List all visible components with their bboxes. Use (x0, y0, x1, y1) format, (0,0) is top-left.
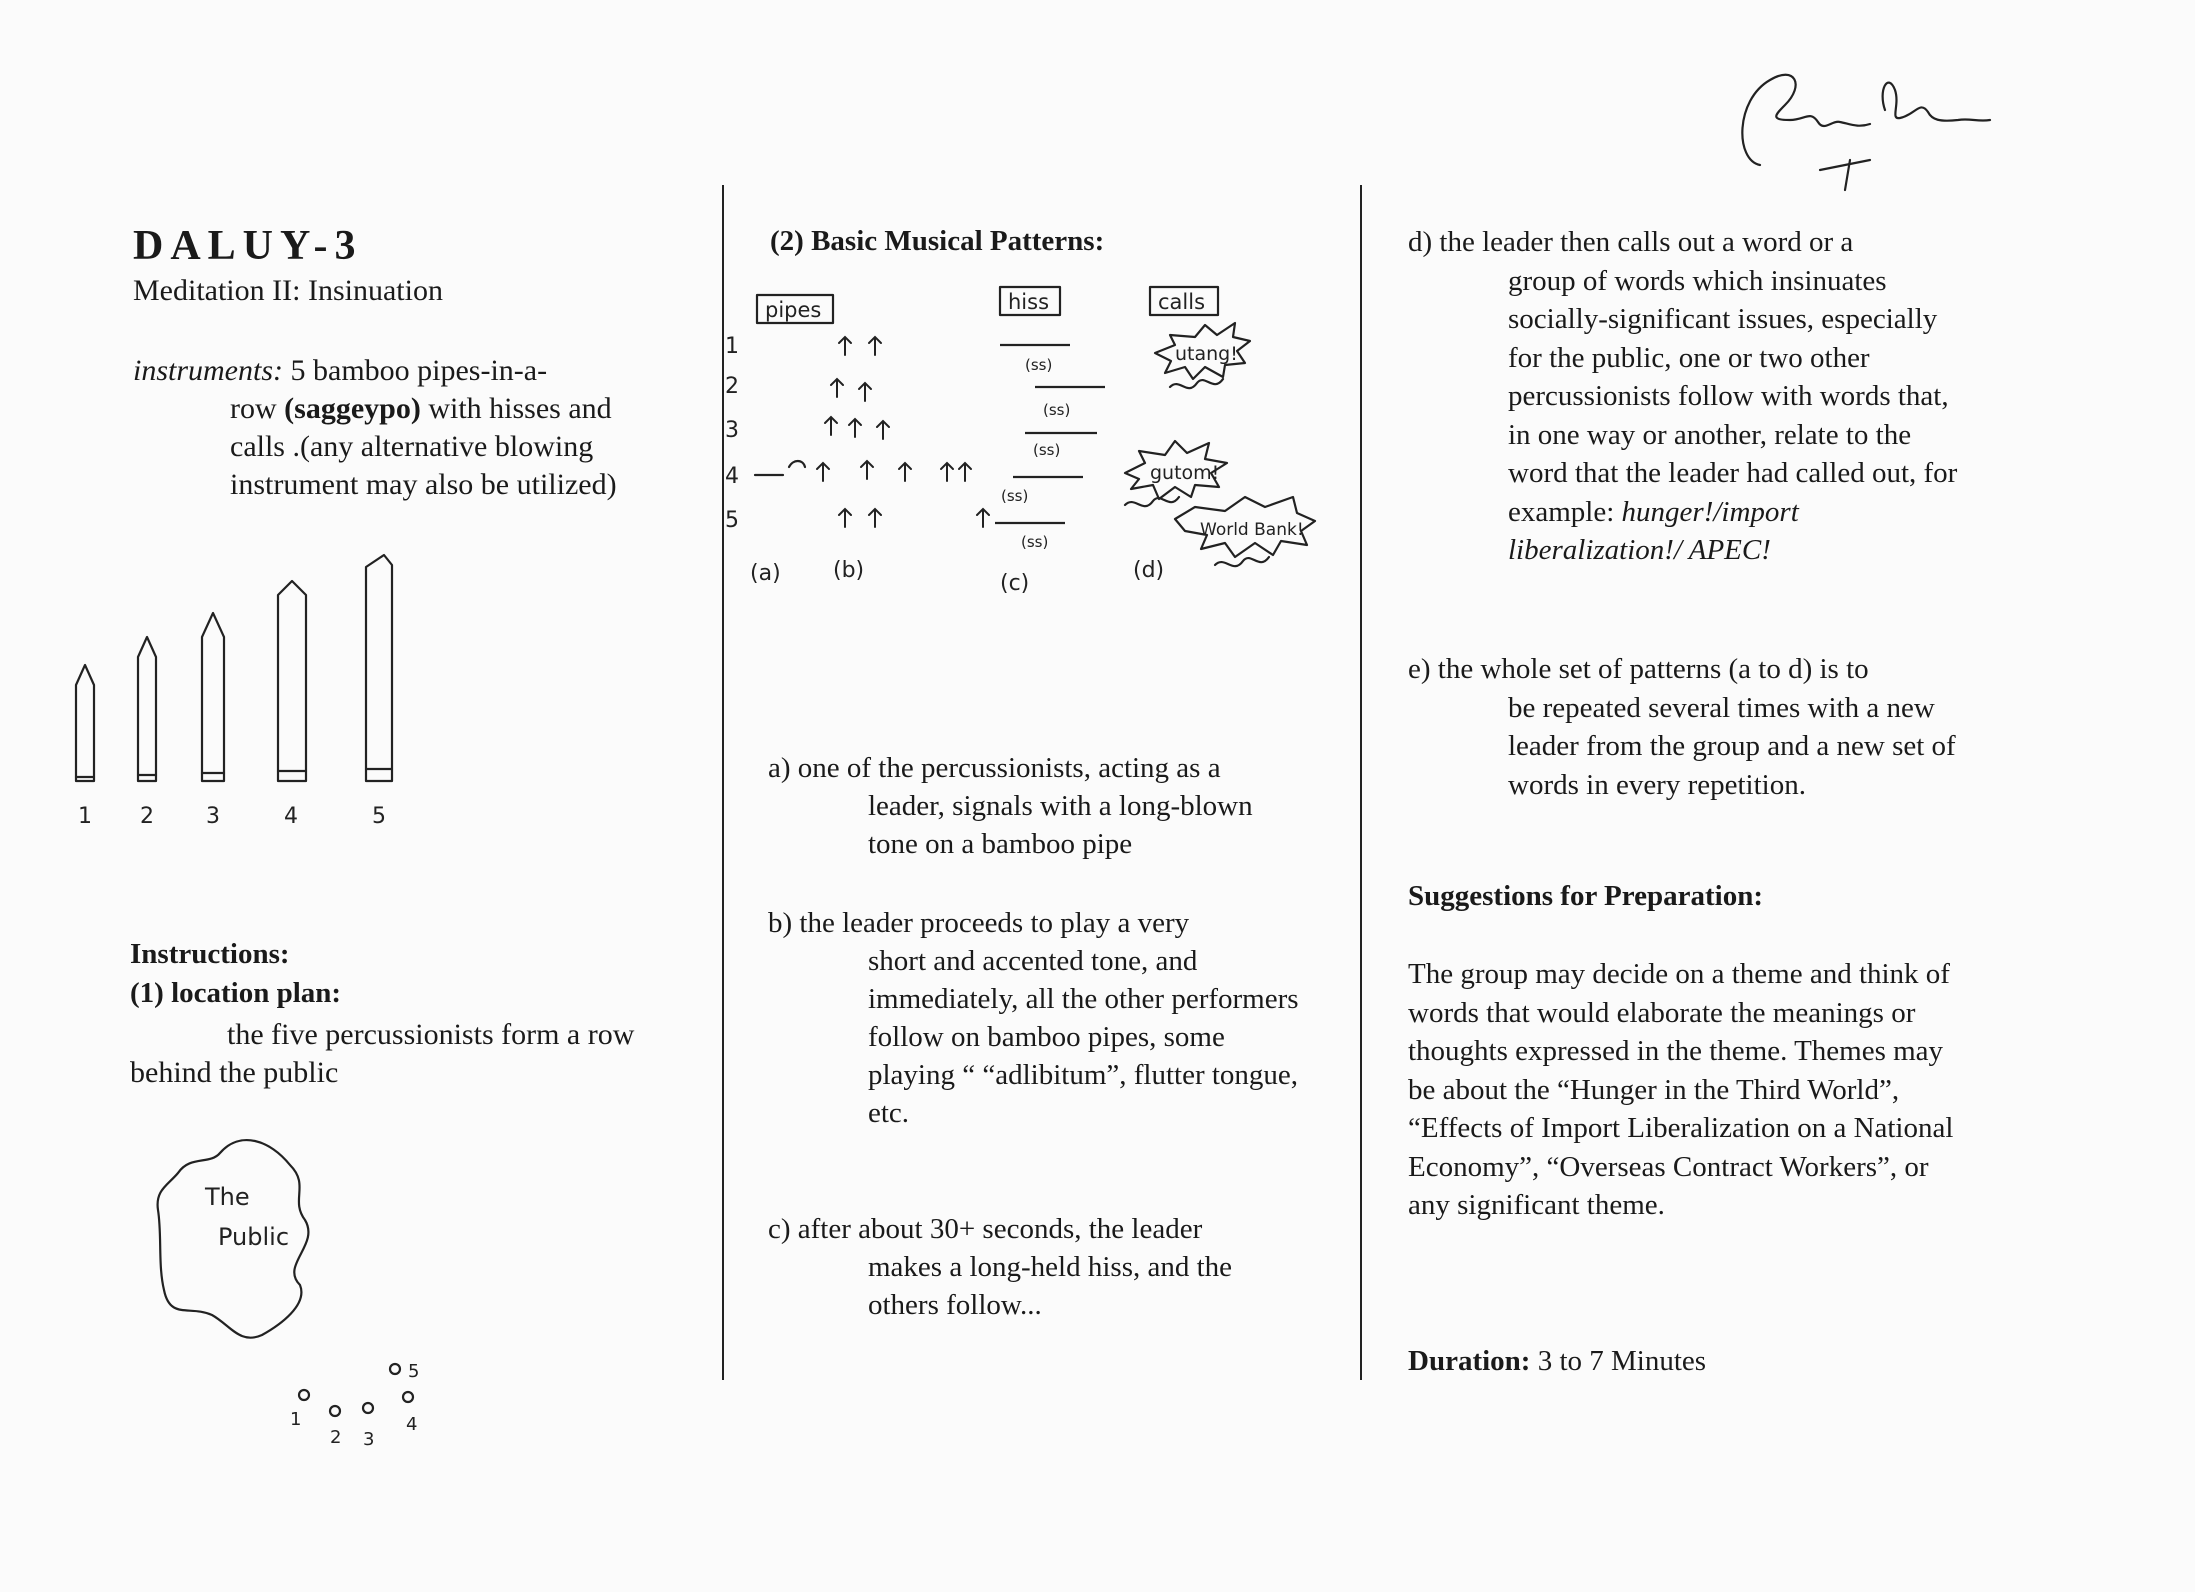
signature (1700, 60, 2080, 210)
pipe-number: 1 (78, 804, 92, 829)
pipe-number: 2 (140, 804, 154, 829)
column-label: (c) (1000, 571, 1030, 596)
row-number: 4 (725, 464, 739, 489)
call-word: World Bank! (1200, 520, 1304, 540)
page-title: DALUY-3 (133, 223, 363, 269)
pipe-3 (202, 613, 224, 781)
pipe-number: 5 (372, 804, 386, 829)
step-c: c) after about 30+ seconds, the leader makes a long-held hiss, and the others follow... (768, 1213, 1233, 1321)
row-number: 5 (725, 508, 739, 533)
call-word: utang! (1175, 343, 1238, 365)
performer-2 (330, 1406, 340, 1416)
calls-label: calls (1158, 290, 1206, 314)
performer-number: 5 (408, 1361, 420, 1382)
performer-1 (299, 1390, 309, 1400)
call-word: gutom! (1150, 462, 1220, 484)
row-number: 2 (725, 374, 739, 399)
performer-5 (390, 1364, 400, 1374)
instruments-rest: row (saggeypo) with hisses and calls .(any alternative blowing instrument may also be utilized) (230, 392, 617, 501)
pipes-label: pipes (765, 298, 822, 322)
column-divider-left (722, 185, 724, 1380)
hiss-mark: (ss) (1043, 401, 1071, 419)
row-number: 3 (725, 418, 739, 443)
instruments-text (133, 352, 653, 504)
performer-number: 4 (406, 1414, 418, 1435)
bamboo-pipes-drawing (60, 545, 440, 845)
instruments-first-line: 5 bamboo pipes-in-a- (290, 354, 548, 387)
column-divider-right (1360, 185, 1362, 1380)
column-label: (a) (750, 561, 781, 586)
location-plan-heading: (1) location plan: (130, 977, 342, 1009)
hiss-mark: (ss) (1025, 356, 1053, 374)
performer-3 (363, 1403, 373, 1413)
pipe-5 (366, 555, 392, 781)
notation-diagram (725, 275, 1360, 605)
instructions-heading: Instructions: (130, 938, 290, 970)
performer-number: 3 (363, 1429, 375, 1450)
suggestions-heading: Suggestions for Preparation: (1408, 880, 1763, 912)
column-label: (d) (1133, 558, 1165, 583)
pipe-1 (76, 665, 94, 781)
instruments-label: instruments: (133, 354, 283, 387)
location-plan-text: the five percussionists form a row behind the public (130, 1018, 635, 1089)
duration-label: Duration: (1408, 1345, 1531, 1377)
column-label: (b) (833, 558, 865, 583)
subtitle: Meditation II: Insinuation (133, 274, 443, 307)
performer-number: 1 (290, 1409, 302, 1430)
instrument-name: (saggeypo) (284, 392, 421, 425)
hiss-mark: (ss) (1001, 487, 1029, 505)
row-number: 1 (725, 334, 739, 359)
suggestions-text: The group may decide on a theme and think of words that would elaborate the meanings or thoughts expressed in the theme. Themes may be about the “Hunger in the Third World”, “Effects of Import Liberalization on a National Economy”, “Overseas Contract Workers”, or any significant theme. (1408, 958, 1954, 1221)
hiss-label: hiss (1008, 290, 1050, 314)
hiss-mark: (ss) (1033, 441, 1061, 459)
pipe-number: 3 (206, 804, 220, 829)
duration-value: 3 to 7 Minutes (1537, 1345, 1707, 1377)
public-label: The (205, 1183, 250, 1211)
example-words: hunger!/import liberalization!/ APEC! (1508, 495, 1799, 566)
patterns-heading: (2) Basic Musical Patterns: (770, 225, 1105, 257)
step-e: e) the whole set of patterns (a to d) is to be repeated several times with a new leader from the group and a new set of words in every repetition. (1408, 653, 1956, 801)
location-plan-drawing (150, 1125, 450, 1470)
public-label: Public (218, 1223, 290, 1251)
performer-4 (403, 1392, 413, 1402)
hiss-mark: (ss) (1021, 533, 1049, 551)
step-d: d) the leader then calls out a word or a group of words which insinuates socially-significant issues, especially for the public, one or two other percussionists follow with words that, in one way or another, relate to the word that the leader had called out, for example: hunger!/import liberalization!/ APEC! (1408, 226, 1958, 566)
performer-number: 2 (330, 1427, 342, 1448)
duration (1408, 1345, 1706, 1378)
pipe-4 (278, 581, 306, 781)
step-b: b) the leader proceeds to play a very short and accented tone, and immediately, all the other performers follow on bamboo pipes, some playing “ “adlibitum”, flutter tongue, etc. (768, 907, 1299, 1129)
pipe-2 (138, 637, 156, 781)
pipe-number: 4 (284, 804, 298, 829)
step-a: a) one of the percussionists, acting as a leader, signals with a long-blown tone on a bamboo pipe (768, 752, 1253, 860)
